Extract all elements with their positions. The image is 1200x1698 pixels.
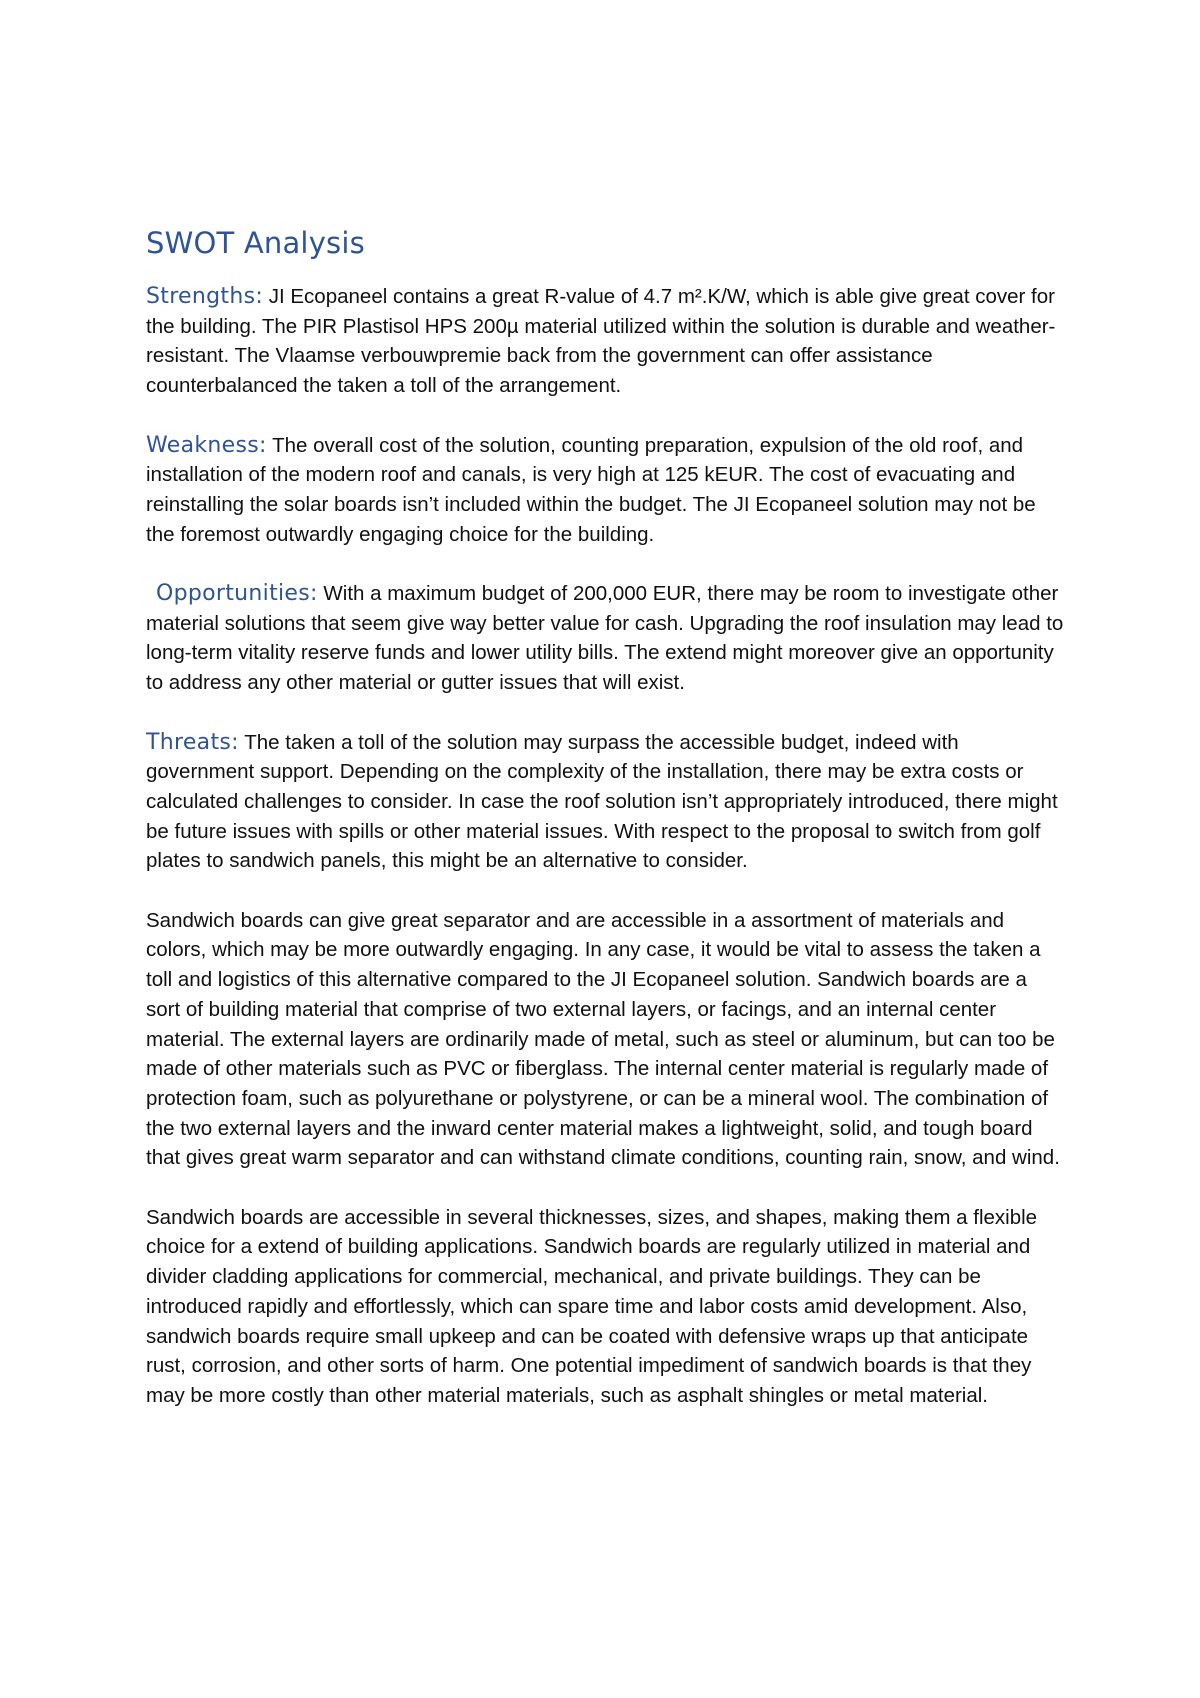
weakness-paragraph <box>146 431 1066 550</box>
strengths-paragraph <box>146 282 1066 401</box>
body-paragraph-1: Sandwich boards can give great separator and are accessible in a assortment of materials and colors, which may be more outwardly engaging. In any case, it would be vital to assess the taken a toll and logistics of this alternative compared to the JI Ecopaneel solution. Sandwich boards are a sort of building material that comprise of two external layers, or facings, and an internal center material. The external layers are ordinarily made of metal, such as steel or aluminum, but can too be made of other materials such as PVC or fiberglass. The internal center material is regularly made of protection foam, such as polyurethane or polystyrene, or can be a mineral wool. The combination of the two external layers and the inward center material makes a lightweight, solid, and tough board that gives great warm separator and can withstand climate conditions, counting rain, snow, and wind. <box>146 908 1060 1170</box>
opportunities-text: With a maximum budget of 200,000 EUR, there may be room to investigate other material solutions that seem give way better value for cash. Upgrading the roof insulation may lead to long-term vitality reserve funds and lower utility bills. The extend might moreover give an opportunity to address any other material or gutter issues that will exist. <box>146 582 1064 695</box>
threats-text: The taken a toll of the solution may surpass the accessible budget, indeed with government support. Depending on the complexity of the installation, there may be extra costs or calculated challenges to consider. In case the roof solution isn’t appropriately introduced, there might be future issues with spills or other material issues. With respect to the proposal to switch from golf plates to sandwich panels, this might be an alternative to consider. <box>146 730 1058 873</box>
opportunities-heading: Opportunities: <box>156 581 318 606</box>
body-paragraph-2: Sandwich boards are accessible in several thicknesses, sizes, and shapes, making them a flexible choice for a extend of building applications. Sandwich boards are regularly utilized in material and divider cladding applications for commercial, mechanical, and private buildings. They can be introduced rapidly and effortlessly, which can spare time and labor costs amid development. Also, sandwich boards require small upkeep and can be coated with defensive wraps up that anticipate rust, corrosion, and other sorts of harm. One potential impediment of sandwich boards is that they may be more costly than other material materials, such as asphalt shingles or metal material. <box>146 1205 1038 1407</box>
opportunities-paragraph <box>146 579 1066 698</box>
weakness-text: The overall cost of the solution, counting preparation, expulsion of the old roof, and installation of the modern roof and canals, is very high at 125 kEUR. The cost of evacuating and reinstalling the solar boards isn’t included within the budget. The JI Ecopaneel solution may not be the foremost outwardly engaging choice for the building. <box>146 433 1036 546</box>
document-title: SWOT Analysis <box>146 226 365 260</box>
strengths-text: JI Ecopaneel contains a great R-value of 4.7 m².K/W, which is able give great cover for the building. The PIR Plastisol HPS 200µ material utilized within the solution is durable and weather-resistant. The Vlaamse verbouwpremie back from the government can offer assistance counterbalanced the taken a toll of the arrangement. <box>146 285 1056 398</box>
threats-paragraph <box>146 728 1066 877</box>
strengths-heading: Strengths: <box>146 284 264 309</box>
threats-heading: Threats: <box>146 729 239 755</box>
weakness-heading: Weakness: <box>146 432 267 458</box>
document-page <box>146 226 1066 1440</box>
